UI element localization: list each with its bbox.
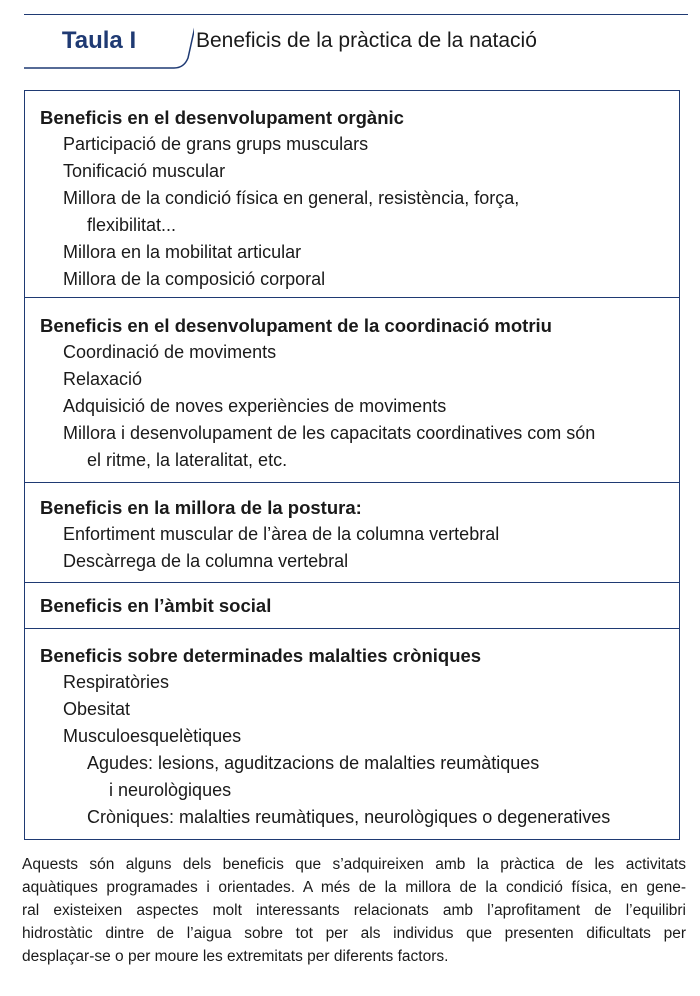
- footnote-line: ral existeixen aspectes molt interessants relacionats amb l’aprofitament de l’equilibri: [22, 902, 686, 919]
- list-item: Respiratòries: [63, 672, 170, 692]
- list-item-continuation: el ritme, la lateralitat, etc.: [87, 450, 288, 470]
- benefits-table: [24, 90, 680, 840]
- list-item: Participació de grans grups musculars: [63, 134, 369, 154]
- table-header: [24, 14, 688, 68]
- list-item: Millora de la composició corporal: [63, 269, 326, 289]
- footnote-line: desplaçar-se o per moure les extremitats per diferents factors.: [22, 948, 449, 965]
- list-item: Tonificació muscular: [63, 161, 226, 181]
- list-item: Millora de la condició física en general, resistència, força,: [63, 188, 520, 208]
- table-number-label: Taula I: [61, 27, 137, 54]
- list-item: Millora en la mobilitat articular: [63, 242, 302, 262]
- list-item: Relaxació: [63, 369, 143, 389]
- list-item: Musculoesquelètiques: [63, 726, 242, 746]
- list-item: Descàrrega de la columna vertebral: [63, 551, 349, 571]
- list-item-continuation: flexibilitat...: [87, 215, 177, 235]
- list-subitem: Agudes: lesions, aguditzacions de malalties reumàtiques: [87, 753, 540, 773]
- table-title: Beneficis de la pràctica de la natació: [196, 29, 537, 52]
- list-item: Adquisició de noves experiències de moviments: [63, 396, 447, 416]
- section-posture: [25, 483, 679, 583]
- list-item: Obesitat: [63, 699, 131, 719]
- footnote-line: aquàtiques programades i orientades. A més de la millora de la condició física, en gene-: [22, 879, 686, 896]
- section-chronic-diseases: [25, 629, 679, 839]
- footnote-line: Aquests són alguns dels beneficis que s’adquireixen amb la pràctica de les activitats: [22, 856, 686, 873]
- section-organic: [25, 91, 679, 298]
- section-social: [25, 583, 679, 629]
- section-coordination: [25, 298, 679, 483]
- list-item: Millora i desenvolupament de les capacitats coordinatives com són: [63, 423, 596, 443]
- list-subitem: Cròniques: malalties reumàtiques, neurològiques o degeneratives: [87, 807, 611, 827]
- section-title: Beneficis en la millora de la postura:: [40, 497, 362, 518]
- list-item: Enfortiment muscular de l’àrea de la columna vertebral: [63, 524, 500, 544]
- section-title: Beneficis sobre determinades malalties cròniques: [40, 645, 482, 666]
- section-title: Beneficis en l’àmbit social: [40, 595, 272, 616]
- section-title: Beneficis en el desenvolupament de la coordinació motriu: [40, 315, 552, 336]
- footnote-line: hidrostàtic dintre de l’aigua sobre tot per als individus que presenten dificultats per: [22, 925, 686, 942]
- section-title: Beneficis en el desenvolupament orgànic: [40, 107, 404, 128]
- list-item: Coordinació de moviments: [63, 342, 277, 362]
- table-footnote: [22, 853, 686, 968]
- list-subitem-continuation: i neurològiques: [109, 780, 232, 800]
